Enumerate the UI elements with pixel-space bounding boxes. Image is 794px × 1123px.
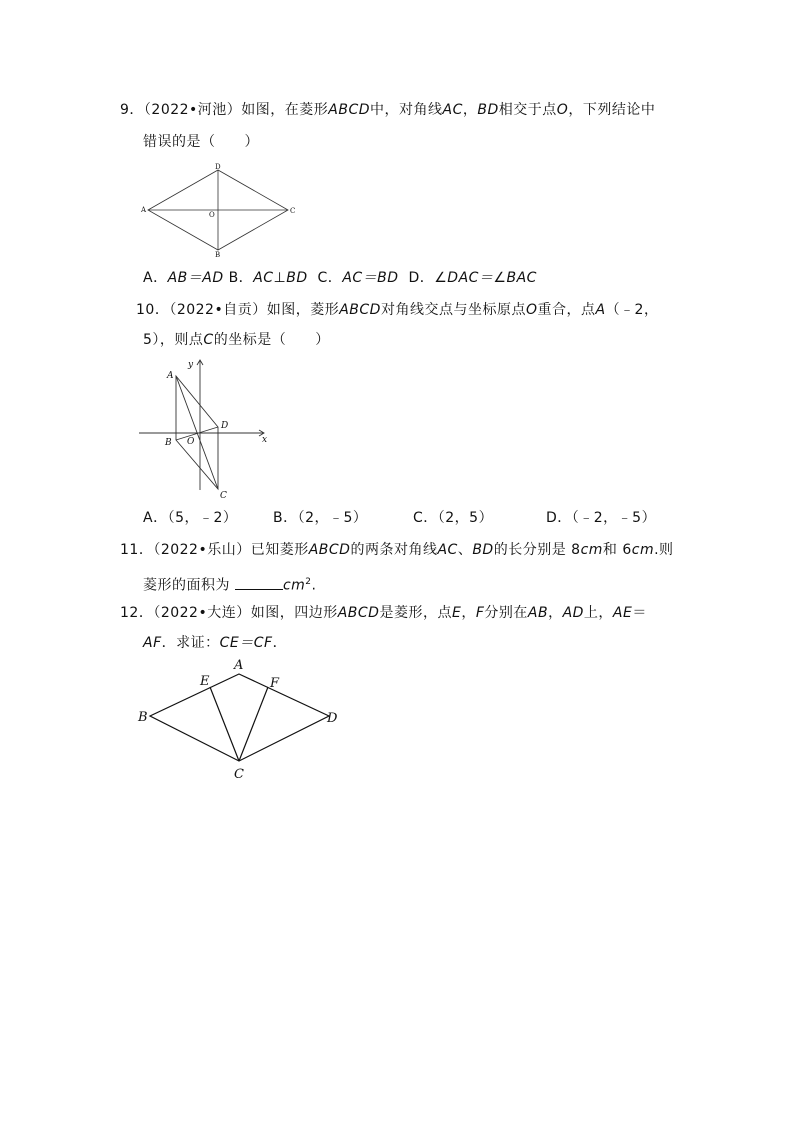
q11-text: 菱形的面积为 [143, 577, 230, 594]
q12-label-f: F [270, 676, 280, 691]
q10-label-d: D [221, 421, 229, 431]
q12-segment-cf [239, 687, 268, 761]
q12-text: ， [461, 605, 476, 621]
q9-option-d: ∠DAC＝∠BAC [434, 270, 537, 286]
q10-stem-line2 [143, 330, 330, 350]
q12-label-d: D [327, 711, 338, 726]
q11-answer-blank[interactable] [235, 575, 283, 590]
q11-stem-line1 [120, 540, 674, 560]
q10-label-a: A [167, 371, 174, 381]
q12-text: ．求证： [161, 635, 220, 651]
q12-abcd: ABCD [337, 605, 380, 621]
q12-text: ， [548, 605, 563, 621]
q12-f: F [475, 605, 485, 621]
q11-text: 11．（2022•乐山）已知菱形 [120, 542, 309, 558]
q11-unit: cm [282, 577, 306, 594]
q10-text: 重合，点 [537, 302, 596, 318]
q11-text: . [311, 577, 317, 594]
q9-label-d: D [215, 163, 221, 171]
q12-ae: AE [612, 605, 633, 621]
q9-ac: AC [442, 102, 463, 118]
q9-label-a: A [141, 206, 147, 214]
q12-stem-line2 [143, 633, 287, 653]
q12-text: ． [272, 635, 288, 651]
q9-label-c: C [290, 207, 296, 215]
q10-option-d: D．（﹣2，﹣5） [546, 510, 657, 526]
q12-claim: CE＝CF [219, 635, 273, 651]
q12-e: E [451, 605, 462, 621]
q11-text: 的长分别是 8 [493, 542, 581, 558]
q10-label-y: y [188, 360, 194, 370]
q10-stem-line1 [136, 300, 658, 320]
q10-text: 对角线交点与坐标原点 [380, 302, 526, 318]
q12-stem-line1 [120, 603, 647, 623]
q10-text: 5），则点 [143, 332, 204, 348]
q9-option-a-prefix: A． [143, 270, 168, 286]
q11-text: .则 [654, 542, 674, 558]
q9-label-b: B [215, 251, 221, 259]
q10-option-a: A．（5，﹣2） [143, 510, 238, 526]
q9-text: 相交于点 [498, 102, 557, 118]
q10-text: （﹣2， [605, 302, 659, 318]
q12-label-e: E [200, 674, 210, 689]
q11-text: 的两条对角线 [350, 542, 438, 558]
q10-label-x: x [262, 435, 268, 445]
q12-label-b: B [138, 710, 148, 725]
q11-unit-exponent: 2 [305, 577, 312, 587]
q9-label-o: O [209, 211, 215, 219]
q10-diagonal-bd [176, 427, 218, 440]
q10-label-o: O [187, 437, 195, 447]
q11-cm: cm [580, 542, 603, 558]
q11-ac: AC [437, 542, 458, 558]
q12-rhombus-figure [134, 654, 344, 784]
q10-c: C [203, 332, 214, 348]
q10-coordinate-figure [136, 356, 276, 504]
q9-option-b: AC⊥BD [253, 270, 308, 286]
q12-ad: AD [562, 605, 584, 621]
q10-o: O [525, 302, 538, 318]
q10-option-c: C．（2，5） [413, 510, 494, 526]
q10-label-b: B [165, 438, 172, 448]
q9-option-c: AC＝BD [342, 270, 399, 286]
q9-option-d-prefix: D． [408, 270, 435, 286]
q12-ab: AB [527, 605, 549, 621]
q10-option-b: B．（2，﹣5） [273, 510, 368, 526]
q10-abcd: ABCD [339, 302, 381, 318]
q12-text: 分别在 [484, 605, 528, 621]
q9-rhombus-figure [138, 160, 308, 260]
q10-text: 10．（2022•自贡）如图，菱形 [136, 302, 340, 318]
q11-stem-line2 [143, 572, 316, 596]
q9-stem-line1 [120, 100, 655, 120]
q12-text: 上， [583, 605, 613, 621]
q10-diagonal-ac [176, 376, 218, 489]
q12-label-c: C [234, 767, 244, 782]
q12-af: AF [143, 635, 162, 651]
q12-text: ＝ [632, 605, 647, 621]
q9-option-a: AB＝AD [167, 270, 224, 286]
q10-text: 的坐标是（ ） [213, 332, 330, 348]
q11-text: 、 [457, 542, 473, 558]
q9-stem-line2: 错误的是（ ） [143, 134, 259, 150]
q9-text: ，下列结论中 [568, 102, 656, 118]
q12-rhombus [150, 674, 329, 761]
q9-option-c-prefix: C． [317, 270, 343, 286]
q12-segment-ce [210, 687, 239, 761]
q10-label-c: C [220, 491, 227, 501]
q9-text: ， [462, 102, 478, 118]
q12-label-a: A [234, 658, 244, 673]
q9-bd: BD [477, 102, 499, 118]
q9-options [143, 268, 537, 288]
q11-abcd: ABCD [308, 542, 351, 558]
q9-option-b-prefix: B． [228, 270, 254, 286]
q9-text: 9．（2022•河池）如图，在菱形 [120, 102, 329, 118]
q10-a: A [595, 302, 606, 318]
q11-bd: BD [472, 542, 494, 558]
q9-text: 中，对角线 [370, 102, 443, 118]
q11-text: 和 6 [602, 542, 632, 558]
q9-abcd: ABCD [328, 102, 371, 118]
q9-o: O [556, 102, 569, 118]
q11-cm: cm [631, 542, 655, 558]
q12-text: 12．（2022•大连）如图，四边形 [120, 605, 338, 621]
q12-text: 是菱形，点 [379, 605, 452, 621]
